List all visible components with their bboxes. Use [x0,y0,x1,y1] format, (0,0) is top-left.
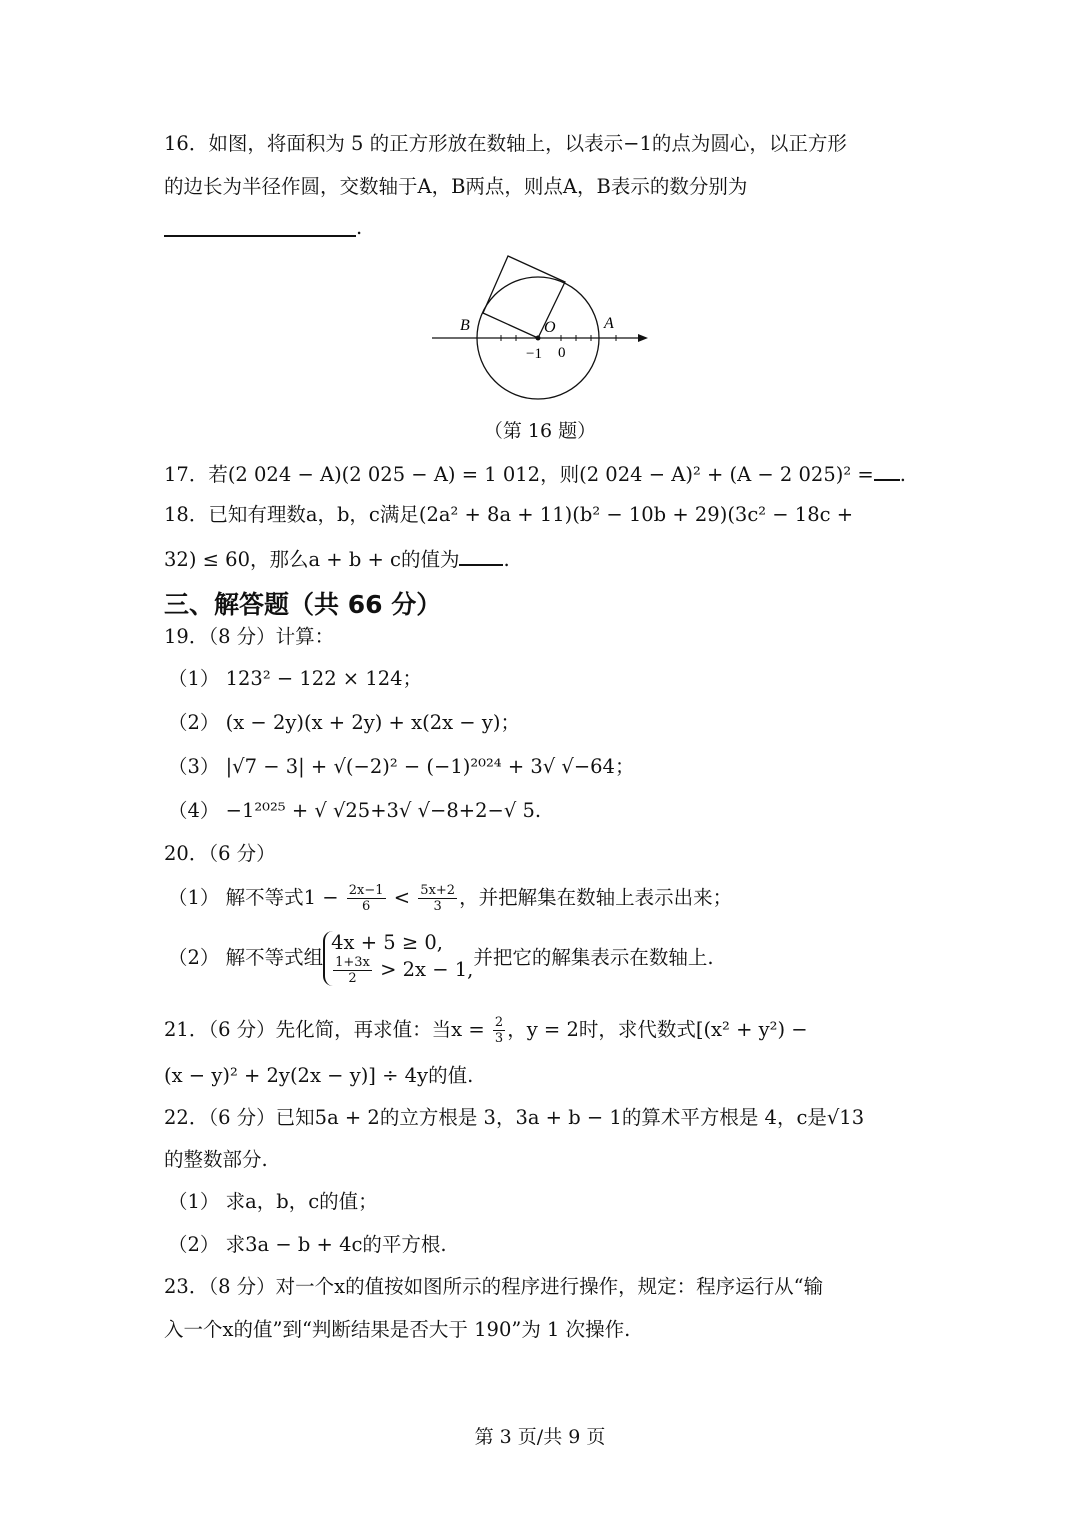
q17-answer-blank [874,459,900,481]
q16-line3-tail: . [356,216,363,239]
tick-label-neg1: −1 [526,346,542,362]
less-than: < [393,886,411,909]
fraction: $\frac{1+3x}{2}$ [335,955,370,986]
q20-part2 [168,930,714,986]
q20-part1-tail: ，并把解集在数轴上表示出来； [459,886,733,909]
q20-part1 [168,880,732,916]
q20-head: 20．（6 分） [164,842,276,865]
q16-figure [420,250,660,400]
q16-line2: 的边长为半径作圆，交数轴于A，B两点，则点A，B表示的数分别为 [164,175,748,198]
q21-text: 21．（6 分）先化简，再求值：当x = [164,1018,485,1041]
q18-tail: . [503,548,510,571]
q18-line2-text: 32) ≤ 60，那么a + b + c的值为 [164,548,460,571]
axis-arrow-icon [638,334,648,342]
q19-part1: （1） 123² − 122 × 124； [168,667,423,690]
q20-part2-tail: 并把它的解集表示在数轴上. [473,946,714,969]
center-point [536,336,541,341]
q19-part3: （3） |√7 − 3| + √(−2)² − (−1)²⁰²⁴ + 3√ √−64； [168,755,635,778]
q16-answer-blank [164,235,356,237]
q21-line2: (x − y)² + 2y(2x − y)] ÷ 4y的值. [164,1064,474,1087]
q17-text: 17．若(2 024 − A)(2 025 − A) = 1 012，则(2 024 − A)² + (A − 2 025)² = [164,463,874,486]
inequality-system: 4x + 5 ≥ 0, $\frac{1+3x}{2}$ > 2x − 1, [323,931,473,986]
fraction: $\frac{2x-1}{6}$ [348,883,384,914]
fraction: $\frac{5x+2}{3}$ [420,883,456,914]
fraction: $\frac{2}{3}$ [494,1015,504,1046]
label-A: A [604,315,614,332]
q16-caption: （第 16 题） [483,420,597,442]
q20-part1-text: （1） 解不等式1 − [168,886,339,909]
section-heading: 三、解答题（共 66 分） [164,590,442,619]
label-B: B [460,317,470,334]
q21-line1 [164,1012,808,1048]
q22-line1: 22．（6 分）已知5a + 2的立方根是 3，3a + b − 1的算术平方根是 4，c是√13 [164,1106,865,1129]
q19-part2: （2） (x − 2y)(x + 2y) + x(2x − y)； [168,711,520,734]
q18-line2 [164,544,510,574]
q23-line2: 入一个x的值”到“判断结果是否大于 190”为 1 次操作. [164,1318,631,1341]
q23-line1: 23．（8 分）对一个x的值按如图所示的程序进行操作，规定：程序运行从“输 [164,1275,824,1298]
q19-head: 19．（8 分）计算： [164,625,335,648]
q20-part2-text: （2） 解不等式组 [168,946,324,969]
q19-part4: （4） −1²⁰²⁵ + √ √25+3√ √−8+2−√ 5. [168,799,542,822]
q22-line2: 的整数部分. [164,1148,268,1171]
q18-line1: 18．已知有理数a，b，c满足(2a² + 8a + 11)(b² − 10b + 29)(3c² − 18c + [164,503,854,526]
q16-line1: 16．如图，将面积为 5 的正方形放在数轴上，以表示−1的点为圆心，以正方形 [164,132,847,155]
q17-tail: . [899,463,906,486]
q17 [164,459,906,489]
tick-label-0: 0 [558,345,566,361]
q22-part2: （2） 求3a − b + 4c的平方根. [168,1233,447,1256]
q21-text-tail: ，y = 2时，求代数式[(x² + y²) − [507,1018,808,1041]
page-footer: 第 3 页/共 9 页 [474,1426,606,1448]
q18-answer-blank [459,544,503,566]
q22-part1: （1） 求a，b，c的值； [168,1190,378,1213]
label-O: O [544,319,556,336]
